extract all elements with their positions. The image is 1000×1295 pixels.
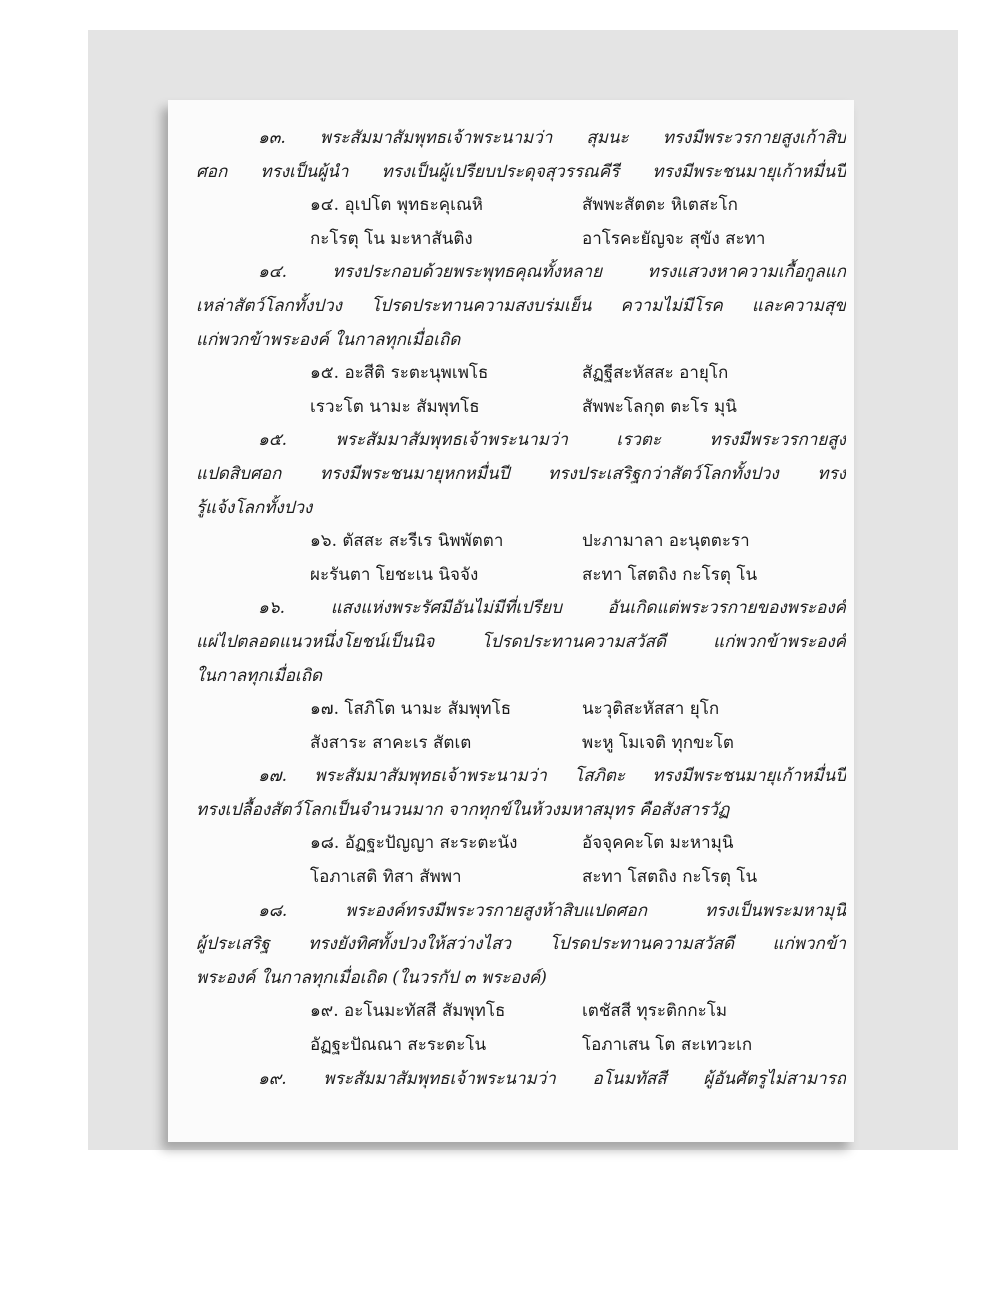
verse-second-half: สัฏฐีสะหัสสะ อายุโก xyxy=(582,363,729,384)
translation-line: ๑๓. พระสัมมาสัมพุทธเจ้าพระนามว่า สุมนะ ทรงมีพระวรกายสูงเก้าสิบ xyxy=(258,128,846,148)
translation-line: พระองค์ ในกาลทุกเมื่อเถิด (ในวรกัป ๓ พระองค์) xyxy=(196,967,547,988)
verse-first-half: ๑๖. ตัสสะ สะรีเร นิพพัตตา xyxy=(310,531,504,552)
verse-first-half: สังสาระ สาคะเร สัตเต xyxy=(310,732,472,753)
translation-line: ผู้ประเสริฐ ทรงยังทิศทั้งปวงให้สว่างไสว โปรดประทานความสวัสดี แก่พวกข้า xyxy=(196,934,846,955)
translation-line: ๑๖. แสงแห่งพระรัศมีอันไม่มีที่เปรียบ อันเกิดแต่พระวรกายของพระองค์ xyxy=(258,598,846,619)
verse-second-half: พะหู โมเจติ ทุกขะโต xyxy=(582,732,734,753)
verse-first-half: ๑๗. โสภิโต นามะ สัมพุทโธ xyxy=(310,699,512,720)
verse-line xyxy=(196,525,846,559)
verse-first-half: ๑๕. อะสีติ ระตะนุพเพโธ xyxy=(310,363,489,384)
translation-line: ๑๔. ทรงประกอบด้วยพระพุทธคุณทั้งหลาย ทรงแสวงหาความเกื้อกูลแก่ xyxy=(258,262,846,283)
verse-line xyxy=(196,693,846,727)
verse-line xyxy=(196,189,846,223)
translation-line: ๑๕. พระสัมมาสัมพุทธเจ้าพระนามว่า เรวตะ ทรงมีพระวรกายสูง xyxy=(258,430,846,451)
verse-line xyxy=(196,827,846,861)
translation-line: ๑๘. พระองค์ทรงมีพระวรกายสูงห้าสิบแปดศอก ทรงเป็นพระมหามุนี xyxy=(258,900,846,921)
verse-line xyxy=(196,559,846,593)
verse-second-half: อาโรคะยัญจะ สุขัง สะทา xyxy=(582,228,766,249)
verse-first-half: กะโรตุ โน มะหาสันติง xyxy=(310,228,473,249)
book-page xyxy=(168,100,854,1142)
translation-line: เหล่าสัตว์โลกทั้งปวง โปรดประทานความสงบร่มเย็น ความไม่มีโรค และความสุข xyxy=(196,295,846,316)
verse-first-half: ๑๘. อัฏฐะปัญญา สะระตะนัง xyxy=(310,833,518,854)
verse-second-half: อัจจุคคะโต มะหามุนิ xyxy=(582,833,734,854)
verse-line xyxy=(196,357,846,391)
translation-line: แก่พวกข้าพระองค์ ในกาลทุกเมื่อเถิด xyxy=(196,329,461,350)
verse-first-half: โอภาเสติ ทิสา สัพพา xyxy=(310,867,462,888)
verse-second-half: โอภาเสน โต สะเทวะเก xyxy=(582,1035,753,1056)
translation-line: ศอก ทรงเป็นผู้นำ ทรงเป็นผู้เปรียบประดุจสุวรรณคีรี ทรงมีพระชนมายุเก้าหมื่นปี xyxy=(196,161,846,182)
verse-first-half: เรวะโต นามะ สัมพุทโธ xyxy=(310,396,480,417)
page-text xyxy=(196,122,846,1096)
translation-line: แปดสิบศอก ทรงมีพระชนมายุหกหมื่นปี ทรงประเสริฐกว่าสัตว์โลกทั้งปวง ทรง xyxy=(196,463,846,484)
verse-second-half: สัพพะสัตตะ หิเตสะโก xyxy=(582,195,738,216)
translation-line: ทรงเปลื้องสัตว์โลกเป็นจำนวนมาก จากทุกข์ในห้วงมหาสมุทร คือสังสารวัฏ xyxy=(196,799,730,820)
verse-line xyxy=(196,861,846,895)
verse-second-half: สะทา โสตถิง กะโรตุ โน xyxy=(582,867,758,888)
verse-second-half: สะทา โสตถิง กะโรตุ โน xyxy=(582,564,758,585)
verse-first-half: ๑๔. อุเปโต พุทธะคุเณหิ xyxy=(310,195,483,216)
verse-second-half: นะวุติสะหัสสา ยุโก xyxy=(582,699,720,720)
verse-second-half: เตชัสสี ทุระติกกะโม xyxy=(582,1001,728,1022)
verse-first-half: ๑๙. อะโนมะทัสสี สัมพุทโธ xyxy=(310,1001,506,1022)
verse-line xyxy=(196,1029,846,1063)
translation-line: ในกาลทุกเมื่อเถิด xyxy=(196,665,323,686)
verse-second-half: ปะภามาลา อะนุตตะรา xyxy=(582,531,750,552)
verse-line xyxy=(196,223,846,257)
verse-line xyxy=(196,727,846,761)
verse-line xyxy=(196,995,846,1029)
verse-first-half: อัฏฐะปัณณา สะระตะโน xyxy=(310,1035,487,1056)
translation-line: แผ่ไปตลอดแนวหนึ่งโยชน์เป็นนิจ โปรดประทานความสวัสดี แก่พวกข้าพระองค์ xyxy=(196,631,846,652)
verse-second-half: สัพพะโลกุต ตะโร มุนิ xyxy=(582,396,737,417)
translation-line: รู้แจ้งโลกทั้งปวง xyxy=(196,497,313,518)
verse-first-half: ผะรันตา โยชะเน นิจจัง xyxy=(310,564,479,585)
translation-line: ๑๙. พระสัมมาสัมพุทธเจ้าพระนามว่า อโนมทัสสี ผู้อันศัตรูไม่สามารถ xyxy=(258,1068,846,1089)
translation-line: ๑๗. พระสัมมาสัมพุทธเจ้าพระนามว่า โสภิตะ ทรงมีพระชนมายุเก้าหมื่นปี xyxy=(258,766,846,787)
verse-line xyxy=(196,391,846,425)
